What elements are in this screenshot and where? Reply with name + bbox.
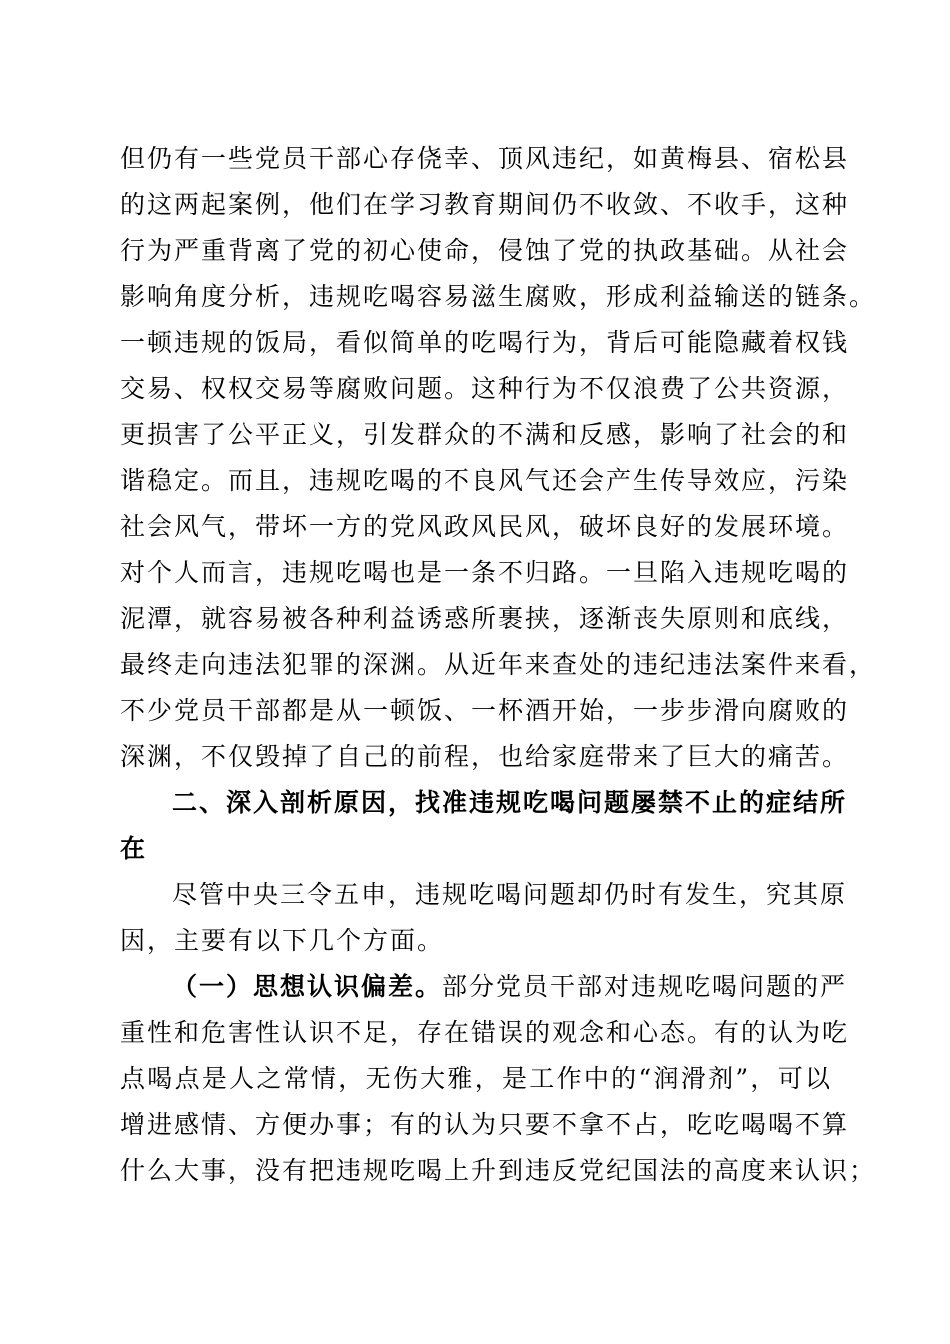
text-line: 增进感情、方便办事；有的认为只要不拿不占，吃吃喝喝不算 [120,1110,850,1139]
text-line: 深渊，不仅毁掉了自己的前程，也给家庭带来了巨大的痛苦。 [120,742,850,771]
text-line: 泥潭，就容易被各种利益诱惑所裹挟，逐渐丧失原则和底线， [120,604,850,633]
text-line: 因，主要有以下几个方面。 [120,926,445,955]
text-line: 的这两起案例，他们在学习教育期间仍不收敛、不收手，这种 [120,190,850,219]
text-line [120,964,848,1010]
section-heading [120,780,848,872]
paragraph-intro [120,872,848,964]
text-fragment: 部分党员干部对违规吃喝问题的严 [442,972,848,1001]
text-line: 但仍有一些党员干部心存侥幸、顶风违纪，如黄梅县、宿松县 [120,144,850,173]
paragraph-thinking-bias [120,964,877,1194]
text-line: 对个人而言，违规吃喝也是一条不归路。一旦陷入违规吃喝的 [120,558,850,587]
text-line: 交易、权权交易等腐败问题。这种行为不仅浪费了公共资源， [120,374,850,403]
section-heading-line: 在 [120,834,148,863]
text-line: 点喝点是人之常情，无伤大雅，是工作中的“润滑剂”，可以 [120,1064,832,1093]
subsection-lead: （一）思想认识偏差。 [172,972,443,1001]
text-line: 重性和危害性认识不足，存在错误的观念和心态。有的认为吃 [120,1018,850,1047]
text-line: 什么大事，没有把违规吃喝上升到违反党纪国法的高度来认识； [120,1156,877,1185]
text-line: 影响角度分析，违规吃喝容易滋生腐败，形成利益输送的链条。 [120,282,877,311]
text-line: 尽管中央三令五申，违规吃喝问题却仍时有发生，究其原 [172,880,848,909]
text-line: 社会风气，带坏一方的党风政风民风，破坏良好的发展环境。 [120,512,850,541]
text-line: 一顿违规的饭局，看似简单的吃喝行为，背后可能隐藏着权钱 [120,328,850,357]
text-line: 最终走向违法犯罪的深渊。从近年来查处的违纪违法案件来看， [120,650,877,679]
text-line: 更损害了公平正义，引发群众的不满和反感，影响了社会的和 [120,420,850,449]
text-line: 谐稳定。而且，违规吃喝的不良风气还会产生传导效应，污染 [120,466,850,495]
document-body [120,136,877,1194]
text-line: 不少党员干部都是从一顿饭、一杯酒开始，一步步滑向腐败的 [120,696,850,725]
paragraph-social-impact [120,136,877,780]
section-heading-line: 二、深入剖析原因，找准违规吃喝问题屡禁不止的症结所 [172,788,848,817]
text-line: 行为严重背离了党的初心使命，侵蚀了党的执政基础。从社会 [120,236,850,265]
